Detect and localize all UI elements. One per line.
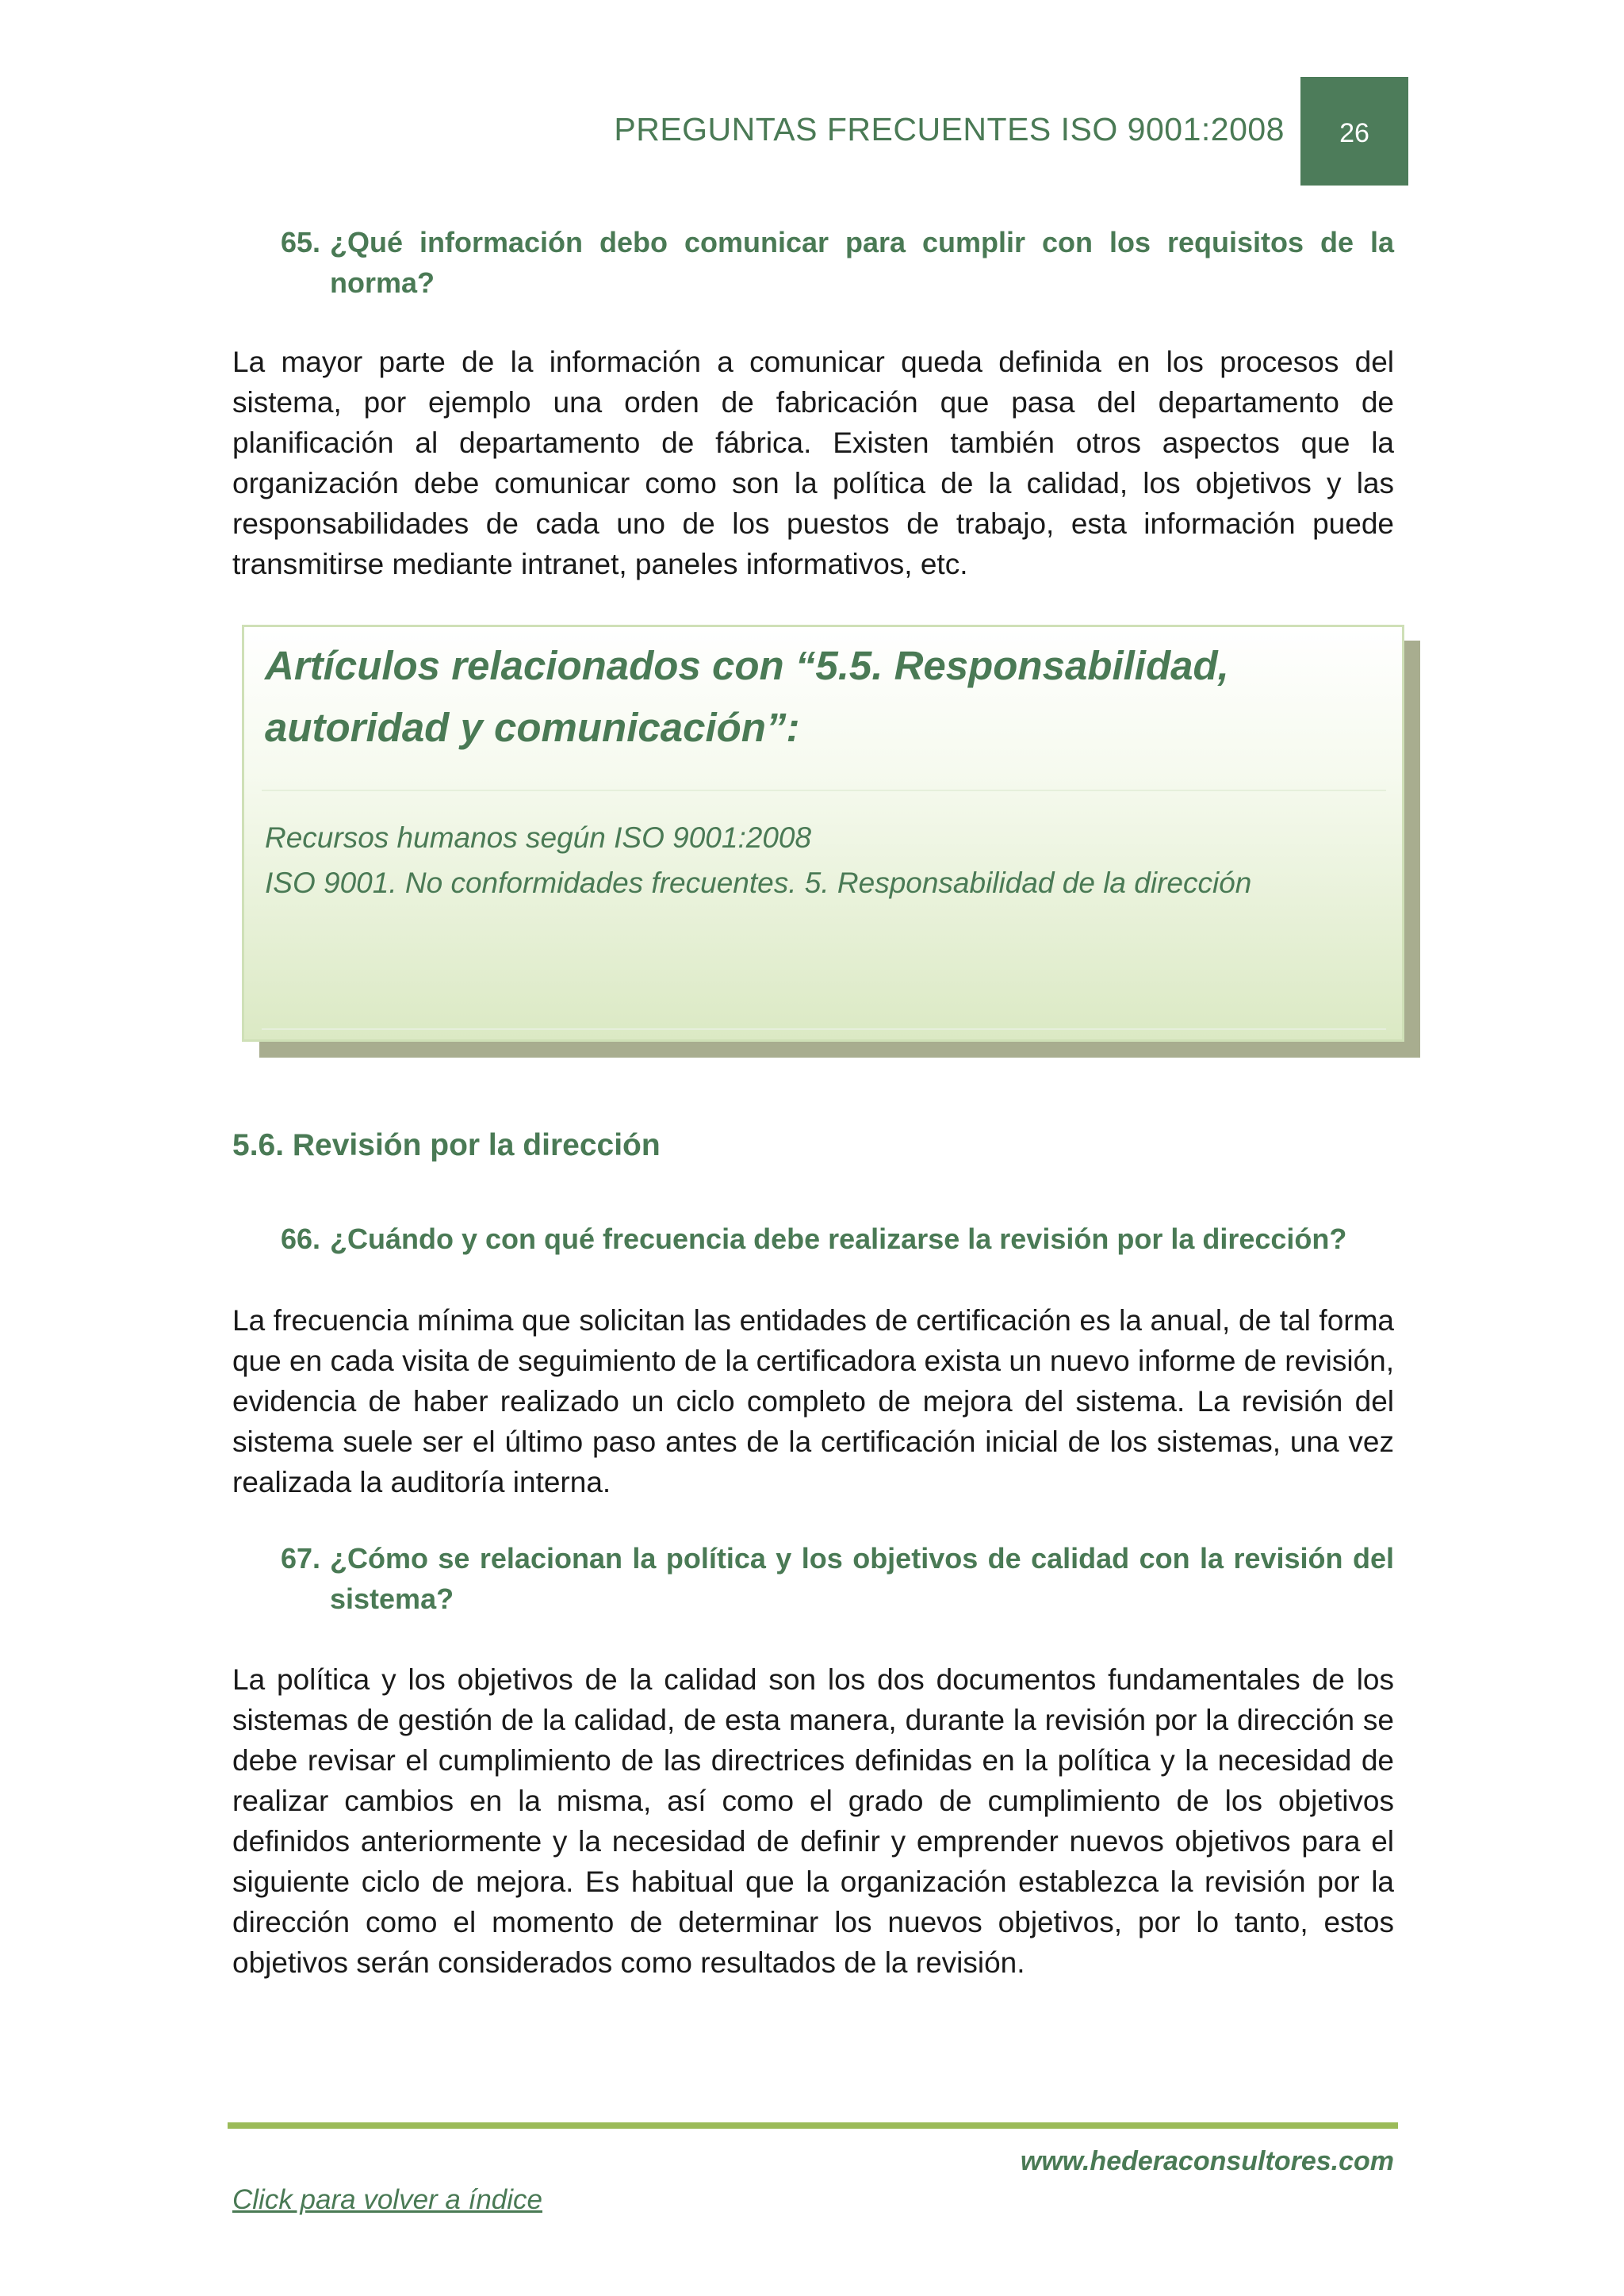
header-title: PREGUNTAS FRECUENTES ISO 9001:2008 <box>614 111 1285 147</box>
related-link-recursos-humanos[interactable]: Recursos humanos según ISO 9001:2008 <box>265 821 812 854</box>
divider <box>262 1028 1386 1030</box>
question-67-heading <box>281 1538 1394 1619</box>
related-box-title: Artículos relacionados con “5.5. Responsabilidad, autoridad y comunicación”: <box>265 643 1229 750</box>
question-text: ¿Cuándo y con qué frecuencia debe realizarse la revisión por la dirección? <box>330 1223 1347 1255</box>
question-number: 67. <box>281 1542 321 1575</box>
question-text: ¿Qué información debo comunicar para cumplir con los requisitos de la norma? <box>330 226 1394 299</box>
answer-65: La mayor parte de la información a comunicar queda definida en los procesos del sistema, por ejemplo una orden de fabricación que pasa del departamento de planificación al departamento de fábrica. Existen también otros aspectos que la organización debe comunicar como son la política de la calidad, los objetivos y las responsabilidades de cada uno de los puestos de trabajo, esta información puede transmitirse mediante intranet, paneles informativos, etc. <box>232 346 1394 580</box>
answer-67: La política y los objetivos de la calidad son los dos documentos fundamentales de los sistemas de gestión de la calidad, de esta manera, durante la revisión por la dirección se debe revisar el cumplimiento de las directrices definidas en la política y la necesidad de realizar cambios en la misma, así como el grado de cumplimiento de los objetivos definidos anteriormente y la necesidad de definir y emprender nuevos objetivos para el siguiente ciclo de mejora. Es habitual que la organización establezca la revisión por la dirección como el momento de determinar los nuevos objetivos, por lo tanto, estos objetivos serán considerados como resultados de la revisión. <box>232 1663 1394 1979</box>
footer-website[interactable]: www.hederaconsultores.com <box>1020 2146 1394 2176</box>
back-to-index-link[interactable]: Click para volver a índice <box>232 2184 542 2215</box>
question-number: 66. <box>281 1223 321 1255</box>
answer-66: La frecuencia mínima que solicitan las entidades de certificación es la anual, de tal forma que en cada visita de seguimiento de la certificadora exista un nuevo informe de revisión, evidencia de haber realizado un ciclo completo de mejora del sistema. La revisión del sistema suele ser el último paso antes de la certificación inicial de los sistemas, una vez realizada la auditoría interna. <box>232 1304 1394 1498</box>
question-text: ¿Cómo se relacionan la política y los objetivos de calidad con la revisión del sistema? <box>330 1542 1394 1615</box>
section-heading: 5.6. Revisión por la dirección <box>232 1128 661 1162</box>
footer-divider <box>228 2122 1398 2129</box>
question-number: 65. <box>281 226 321 258</box>
divider <box>262 790 1386 791</box>
page-number: 26 <box>1339 118 1369 148</box>
related-articles-box <box>242 625 1404 1042</box>
related-link-no-conformidades[interactable]: ISO 9001. No conformidades frecuentes. 5. Responsabilidad de la dirección <box>265 867 1252 899</box>
page-number-badge <box>1300 77 1408 186</box>
question-65-heading <box>281 222 1394 303</box>
question-66-heading <box>281 1219 1394 1259</box>
